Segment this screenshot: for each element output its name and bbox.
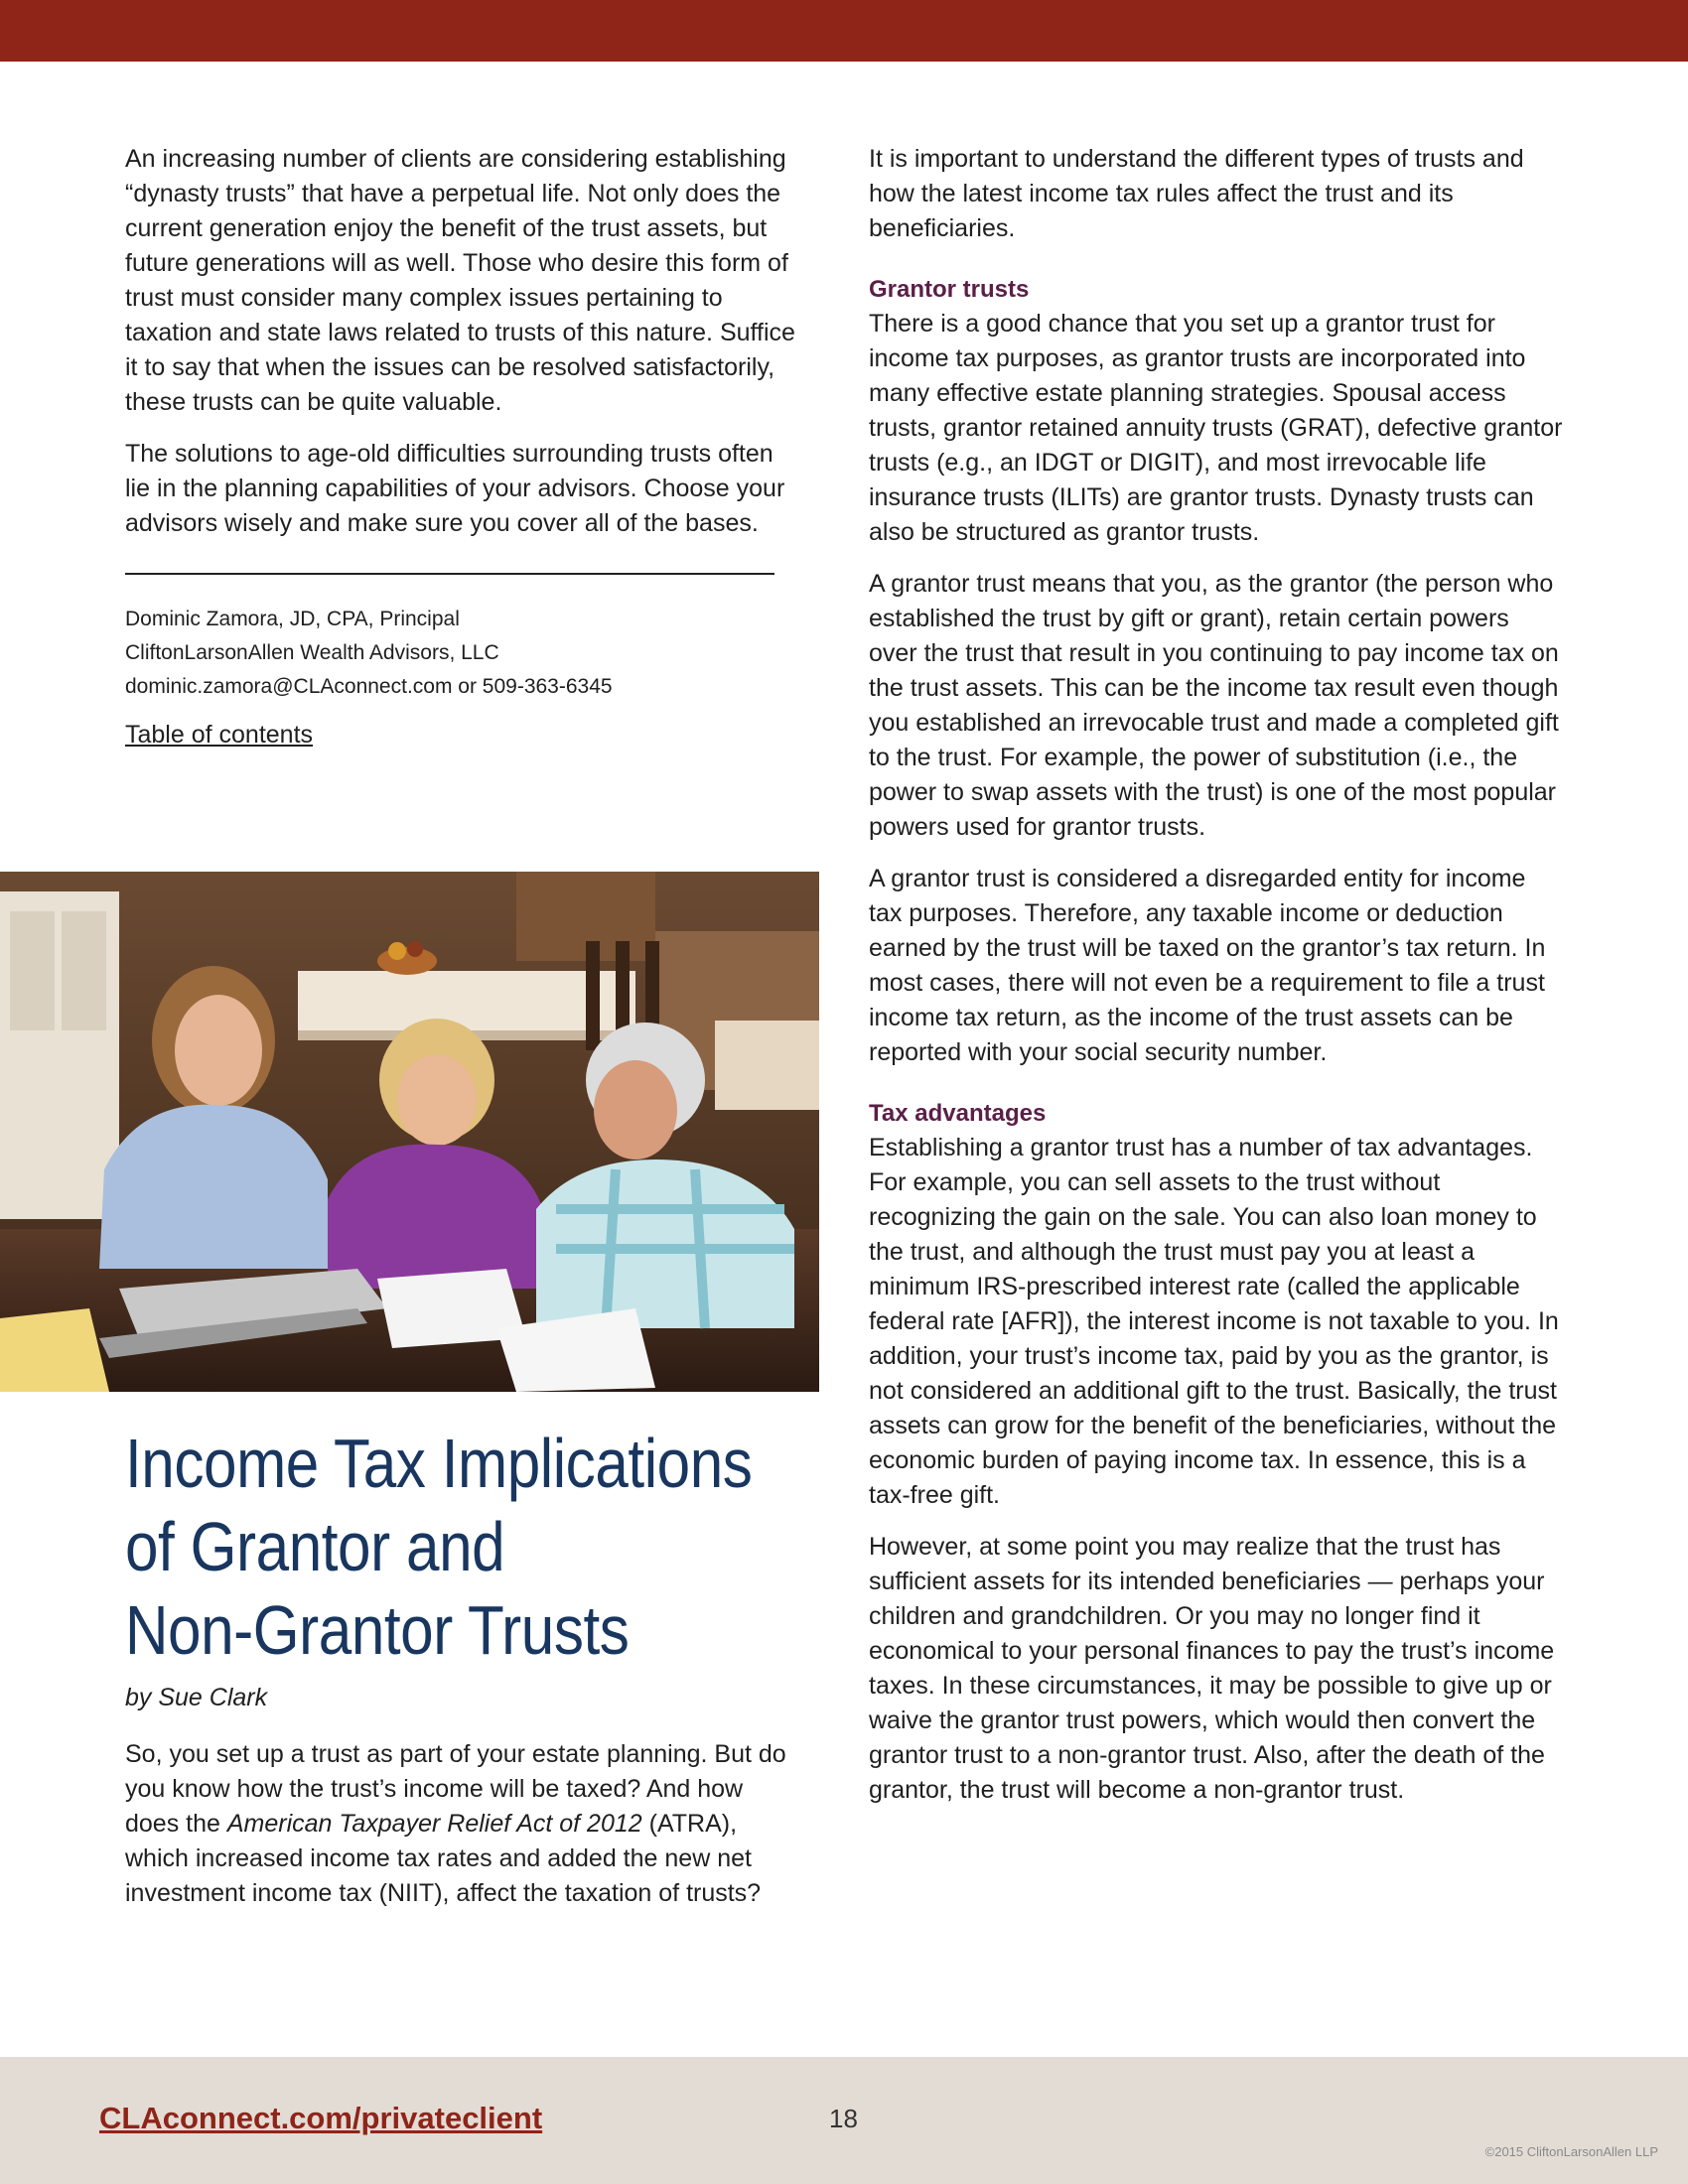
section-heading-tax-advantages: Tax advantages — [869, 1100, 1047, 1127]
article-title-line: Income Tax Implications — [125, 1425, 753, 1502]
byline: by Sue Clark — [125, 1684, 268, 1711]
intro-act-name: American Taxpayer Relief Act of 2012 — [226, 1810, 642, 1838]
top-banner — [0, 0, 1688, 62]
intro-section — [125, 1737, 800, 1928]
intro-text: So, you set up a trust as part of your estate planning. But do you know how the trust’s income will be taxed? And how does the — [125, 1740, 786, 1838]
right-column — [869, 142, 1564, 1825]
section-paragraph: Establishing a grantor trust has a number of tax advantages. For example, you can sell assets to the trust without recognizing the gain on the sale. You can also loan money to the trust, and although the trust must pay you at least a minimum IRS-prescribed interest rate (called the applicable federal rate [AFR]), the interest income is not taxable to you. In addition, your trust’s income tax, paid by you as the grantor, is not considered an additional gift to the trust. Basically, the trust assets can grow for the benefit of the beneficiaries, without the economic burden of paying income tax. In essence, this is a tax-free gift. — [869, 1134, 1559, 1509]
article-title — [125, 1422, 753, 1672]
footer — [0, 2057, 1688, 2184]
section-paragraph: A grantor trust means that you, as the grantor (the person who established the trust by gift or grant), retain certain powers over the trust that result in you continuing to pay income tax on the trust assets. This can be the income tax result even though you established an irrevocable trust and made a completed gift to the trust. For example, the power of substitution (i.e., the power to swap assets with the trust) is one of the most popular powers used for grantor trusts. — [869, 570, 1559, 841]
table-of-contents-link[interactable]: Table of contents — [125, 721, 314, 749]
section-paragraph: There is a good chance that you set up a grantor trust for income tax purposes, as grantor trusts are incorporated into many effective estate planning strategies. Spousal access trusts, grantor retained annuity trusts (GRAT), defective grantor trusts (e.g., an IDGT or DIGIT), and most irrevocable life insurance trusts (ILITs) are grantor trusts. Dynasty trusts can also be structured as grantor trusts. — [869, 310, 1563, 546]
divider-rule — [125, 573, 774, 575]
author-contact: dominic.zamora@CLAconnect.com or 509-363-6345 — [125, 675, 613, 698]
left-column — [125, 142, 800, 752]
article-title-line: of Grantor and — [125, 1508, 505, 1585]
intro-text: (ATRA), which increased income tax rates and added the new net investment income tax (NIIT), affect the taxation of trusts? — [125, 1810, 762, 1907]
section-paragraph: A grantor trust is considered a disregarded entity for income tax purposes. Therefore, any taxable income or deduction earned by the trust will be taxed on the grantor’s tax return. In most cases, there will not even be a requirement to file a trust income tax return, as the income of the trust assets can be reported with your social security number. — [869, 865, 1546, 1066]
copyright: ©2015 CliftonLarsonAllen LLP — [1484, 2144, 1658, 2159]
article-title-line: Non-Grantor Trusts — [125, 1591, 630, 1669]
left-paragraph: An increasing number of clients are considering establishing “dynasty trusts” that have a perpetual life. Not only does the current generation enjoy the benefit of the trust assets, but future generations will as well. Those who desire this form of trust must consider many complex issues pertaining to taxation and state laws related to trusts of this nature. Suffice it to say that when the issues can be resolved satisfactorily, these trusts can be quite valuable. — [125, 145, 795, 416]
opening-paragraph: It is important to understand the different types of trusts and how the latest income tax rules affect the trust and its beneficiaries. — [869, 145, 1524, 242]
article-photo — [0, 872, 819, 1392]
section-heading-grantor-trusts: Grantor trusts — [869, 276, 1030, 303]
author-name: Dominic Zamora, JD, CPA, Principal — [125, 608, 460, 630]
left-paragraph: The solutions to age-old difficulties surrounding trusts often lie in the planning capabilities of your advisors. Choose your advisors wisely and make sure you cover all of the bases. — [125, 440, 785, 537]
section-paragraph: However, at some point you may realize that the trust has sufficient assets for its intended beneficiaries — perhaps your children and grandchildren. Or you may no longer find it economical to your personal finances to pay the trust’s income taxes. In these circumstances, it may be possible to give up or waive the grantor trust powers, which would then convert the grantor trust to a non-grantor trust. Also, after the death of the grantor, the trust will become a non-grantor trust. — [869, 1533, 1555, 1804]
page-number: 18 — [829, 2104, 858, 2133]
intro-paragraph — [125, 1737, 800, 1911]
author-company: CliftonLarsonAllen Wealth Advisors, LLC — [125, 641, 499, 664]
website-link[interactable]: CLAconnect.com/privateclient — [99, 2101, 543, 2135]
